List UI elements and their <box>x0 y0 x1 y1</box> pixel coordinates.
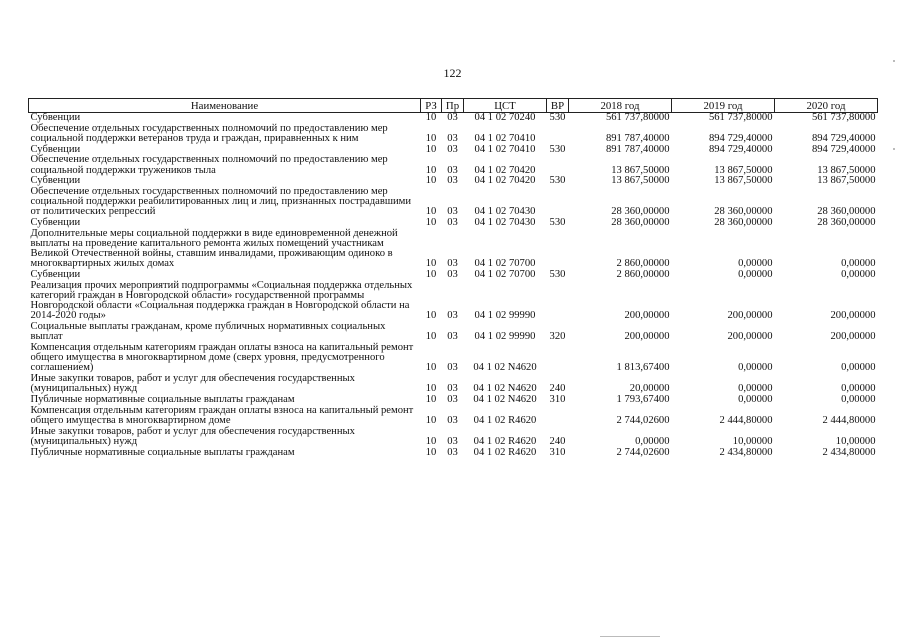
cell-2020: 28 360,00000 <box>817 206 876 218</box>
cell-cst: 04 1 02 70430 <box>474 206 536 218</box>
table-row <box>29 322 878 343</box>
cell-rz: 10 <box>425 206 437 218</box>
scan-artifact <box>893 148 895 150</box>
cell-vr: 530 <box>549 143 566 155</box>
cell-rz: 10 <box>425 258 437 270</box>
cell-2020: 894 729,40000 <box>811 143 876 155</box>
cell-cst: 04 1 02 70700 <box>474 258 536 270</box>
cell-2019: 894 729,40000 <box>708 132 773 144</box>
cell-cst: 04 1 02 70420 <box>474 164 536 176</box>
column-header-2019: 2019 год <box>672 99 775 113</box>
cell-rz: 10 <box>425 383 437 395</box>
cell-2019: 0,00000 <box>738 362 773 374</box>
cell-pr: 03 <box>447 414 458 426</box>
cell-vr: 240 <box>549 383 566 395</box>
cell-2018: 1 813,67400 <box>616 362 670 374</box>
cell-2018: 2 744,02600 <box>616 414 670 426</box>
cell-2019: 28 360,00000 <box>714 217 773 229</box>
cell-cst: 04 1 02 70410 <box>474 132 536 144</box>
cell-cst: 04 1 02 R4620 <box>473 446 537 458</box>
cell-rz: 10 <box>425 310 437 322</box>
cell-2020: 0,00000 <box>841 258 876 270</box>
cell-2018: 13 867,50000 <box>611 164 670 176</box>
cell-vr: 320 <box>549 331 566 343</box>
cell-cst: 04 1 02 99990 <box>474 331 536 343</box>
cell-2018: 0,00000 <box>635 435 670 447</box>
cell-name: Компенсация отдельным категориям граждан оплаты взноса на капитальный ремонт общего имущества в многоквартирном доме (сверх уровня, предусмотренного соглашением) <box>30 341 414 374</box>
cell-2018: 891 787,40000 <box>605 143 670 155</box>
table-header-row <box>29 99 878 113</box>
cell-name: Иные закупки товаров, работ и услуг для обеспечения государственных (муниципальных) нужд <box>30 425 355 447</box>
cell-name: Субвенции <box>30 217 81 229</box>
cell-2019: 28 360,00000 <box>714 206 773 218</box>
cell-rz: 10 <box>425 435 437 447</box>
cell-pr: 03 <box>447 206 458 218</box>
cell-name: Субвенции <box>30 143 81 155</box>
cell-pr: 03 <box>447 164 458 176</box>
cell-rz: 10 <box>425 331 437 343</box>
cell-vr <box>547 281 569 322</box>
table-row <box>29 124 878 145</box>
cell-2018: 1 793,67400 <box>616 393 670 405</box>
cell-2020: 28 360,00000 <box>817 217 876 229</box>
column-header-name: Наименование <box>29 99 421 113</box>
cell-2020: 13 867,50000 <box>817 164 876 176</box>
cell-2020: 0,00000 <box>841 393 876 405</box>
cell-vr <box>547 406 569 427</box>
cell-rz: 10 <box>425 143 437 155</box>
cell-cst: 04 1 02 99990 <box>474 310 536 322</box>
cell-2019: 561 737,80000 <box>708 112 773 123</box>
cell-2019: 13 867,50000 <box>714 164 773 176</box>
cell-2019: 2 444,80000 <box>719 414 773 426</box>
cell-vr <box>547 187 569 218</box>
cell-2018: 200,00000 <box>624 331 670 343</box>
cell-2019: 0,00000 <box>738 258 773 270</box>
cell-vr <box>547 124 569 145</box>
page-number: 122 <box>443 66 462 80</box>
cell-2020: 0,00000 <box>841 383 876 395</box>
cell-rz: 10 <box>425 164 437 176</box>
table-row <box>29 155 878 176</box>
cell-vr: 530 <box>549 112 566 123</box>
budget-table <box>28 98 878 458</box>
cell-2018: 2 860,00000 <box>616 269 670 281</box>
table-row <box>29 406 878 427</box>
cell-2019: 13 867,50000 <box>714 175 773 187</box>
cell-vr <box>547 229 569 270</box>
cell-name: Обеспечение отдельных государственных полномочий по предоставлению мер социальной поддержки тружеников тыла <box>30 154 388 176</box>
cell-2019: 0,00000 <box>738 269 773 281</box>
cell-name: Обеспечение отдельных государственных полномочий по предоставлению мер социальной поддержки ветеранов труда и граждан, приравненных к ним <box>30 122 388 144</box>
cell-2018: 28 360,00000 <box>611 217 670 229</box>
cell-2018: 891 787,40000 <box>605 132 670 144</box>
cell-rz: 10 <box>425 414 437 426</box>
cell-2018: 2 860,00000 <box>616 258 670 270</box>
cell-rz: 10 <box>425 393 437 405</box>
table-row <box>29 448 878 459</box>
cell-pr: 03 <box>447 269 458 281</box>
cell-name: Публичные нормативные социальные выплаты гражданам <box>30 446 295 458</box>
cell-rz: 10 <box>425 112 437 123</box>
cell-name: Иные закупки товаров, работ и услуг для обеспечения государственных (муниципальных) нужд <box>30 373 355 395</box>
cell-pr: 03 <box>447 143 458 155</box>
cell-cst: 04 1 02 70430 <box>474 217 536 229</box>
cell-2020: 2 444,80000 <box>822 414 876 426</box>
cell-2018: 200,00000 <box>624 310 670 322</box>
cell-cst: 04 1 02 70700 <box>474 269 536 281</box>
cell-2020: 200,00000 <box>830 310 876 322</box>
cell-2020: 2 434,80000 <box>822 446 876 458</box>
cell-2019: 894 729,40000 <box>708 143 773 155</box>
cell-2020: 894 729,40000 <box>811 132 876 144</box>
cell-2020: 13 867,50000 <box>817 175 876 187</box>
cell-vr: 310 <box>549 446 566 458</box>
column-header-2020: 2020 год <box>775 99 878 113</box>
cell-cst: 04 1 02 N4620 <box>473 393 537 405</box>
cell-pr: 03 <box>447 217 458 229</box>
cell-rz: 10 <box>425 362 437 374</box>
column-header-rz: РЗ <box>421 99 442 113</box>
cell-cst: 04 1 02 N4620 <box>473 383 537 395</box>
cell-cst: 04 1 02 70410 <box>474 143 536 155</box>
cell-name: Обеспечение отдельных государственных полномочий по предоставлению мер социальной поддержки реабилитированных лиц и лиц, признанных пострадавшими от политических репрессий <box>30 185 412 218</box>
cell-name: Субвенции <box>30 269 81 281</box>
column-header-cst: ЦСТ <box>464 99 547 113</box>
cell-name: Социальные выплаты гражданам, кроме публичных нормативных социальных выплат <box>30 321 386 343</box>
cell-cst: 04 1 02 70240 <box>474 112 536 123</box>
cell-2019: 200,00000 <box>727 331 773 343</box>
cell-2019: 200,00000 <box>727 310 773 322</box>
cell-cst: 04 1 02 R4620 <box>473 414 537 426</box>
cell-2018: 2 744,02600 <box>616 446 670 458</box>
table-body <box>29 113 878 459</box>
cell-vr <box>547 343 569 374</box>
cell-2019: 0,00000 <box>738 393 773 405</box>
cell-vr: 530 <box>549 269 566 281</box>
column-header-vr: ВР <box>547 99 569 113</box>
cell-2020: 10,00000 <box>835 435 876 447</box>
cell-2020: 0,00000 <box>841 269 876 281</box>
cell-vr: 310 <box>549 393 566 405</box>
table-row <box>29 427 878 448</box>
cell-vr: 240 <box>549 435 566 447</box>
cell-rz: 10 <box>425 132 437 144</box>
cell-pr: 03 <box>447 383 458 395</box>
column-header-2018: 2018 год <box>569 99 672 113</box>
cell-2020: 0,00000 <box>841 362 876 374</box>
cell-pr: 03 <box>447 175 458 187</box>
scan-artifact <box>600 636 660 637</box>
cell-pr: 03 <box>447 258 458 270</box>
cell-2019: 10,00000 <box>732 435 773 447</box>
scan-artifact <box>893 60 895 62</box>
table-row <box>29 281 878 322</box>
cell-2018: 561 737,80000 <box>605 112 670 123</box>
cell-cst: 04 1 02 N4620 <box>473 362 537 374</box>
cell-2018: 20,00000 <box>629 383 670 395</box>
cell-vr: 530 <box>549 175 566 187</box>
cell-2018: 28 360,00000 <box>611 206 670 218</box>
column-header-pr: Пр <box>442 99 464 113</box>
cell-pr: 03 <box>447 310 458 322</box>
cell-rz: 10 <box>425 269 437 281</box>
cell-rz: 10 <box>425 217 437 229</box>
cell-name: Публичные нормативные социальные выплаты гражданам <box>30 393 295 405</box>
table-row <box>29 374 878 395</box>
cell-pr: 03 <box>447 435 458 447</box>
table-row <box>29 343 878 374</box>
cell-rz: 10 <box>425 446 437 458</box>
cell-2019: 0,00000 <box>738 383 773 395</box>
cell-2020: 200,00000 <box>830 331 876 343</box>
cell-name: Субвенции <box>30 112 81 123</box>
cell-pr: 03 <box>447 331 458 343</box>
table-row <box>29 187 878 218</box>
table-row <box>29 229 878 270</box>
cell-pr: 03 <box>447 446 458 458</box>
cell-pr: 03 <box>447 112 458 123</box>
cell-rz: 10 <box>425 175 437 187</box>
cell-2018: 13 867,50000 <box>611 175 670 187</box>
cell-pr: 03 <box>447 362 458 374</box>
cell-pr: 03 <box>447 132 458 144</box>
cell-vr: 530 <box>549 217 566 229</box>
cell-2020: 561 737,80000 <box>811 112 876 123</box>
cell-cst: 04 1 02 70420 <box>474 175 536 187</box>
cell-name: Дополнительные меры социальной поддержки в виде единовременной денежной выплаты на проведение капитального ремонта жилых помещений участникам Великой Отечественной войны, ставшим инвалидами, проживающим одиноко в многоквартирных жилых домах <box>30 227 398 270</box>
cell-name: Реализация прочих мероприятий подпрограммы «Социальная поддержка отдельных категорий граждан в Новгородской области» государственной программы Новгородской области «Социальная поддержка граждан в Новгородской области на 2014-2020 годы» <box>30 279 413 322</box>
cell-name: Субвенции <box>30 175 81 187</box>
cell-vr <box>547 155 569 176</box>
cell-pr: 03 <box>447 393 458 405</box>
cell-cst: 04 1 02 R4620 <box>473 435 537 447</box>
cell-2019: 2 434,80000 <box>719 446 773 458</box>
cell-name: Компенсация отдельным категориям граждан оплаты взноса на капитальный ремонт общего имущества в многоквартирном доме <box>30 404 414 426</box>
